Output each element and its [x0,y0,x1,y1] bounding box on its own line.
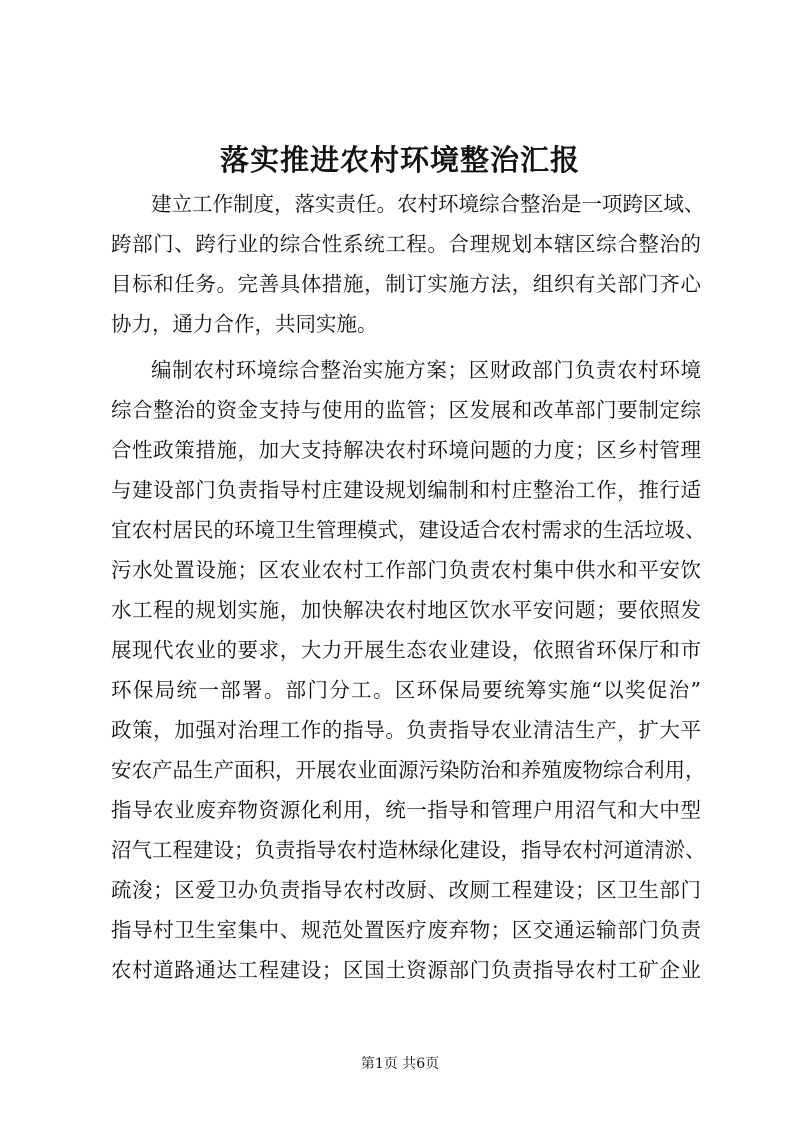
paragraph-2-line-2: 综合整治的资金支持与使用的监管；区发展和改革部门要制定综 [111,398,701,422]
paragraph-2-line-10: 政策，加强对治理工作的指导。负责指导农业清洁生产，扩大平 [111,718,701,742]
paragraph-2-line-11: 安农产品生产面积，开展农业面源污染防治和养殖废物综合利用， [111,758,706,782]
paragraph-1-line-2: 跨部门、跨行业的综合性系统工程。合理规划本辖区综合整治的 [111,232,701,256]
paragraph-1-line-4: 协力，通力合作，共同实施。 [111,312,378,336]
paragraph-2-line-8: 展现代农业的要求，大力开展生态农业建设，依照省环保厅和市 [111,638,701,662]
page-title: 落实推进农村环境整治汇报 [219,143,580,177]
paragraph-2-line-5: 宜农村居民的环境卫生管理模式，建设适合农村需求的生活垃圾、 [111,518,706,542]
paragraph-2-line-15: 指导村卫生室集中、规范处置医疗废弃物；区交通运输部门负责 [111,918,701,942]
paragraph-2-line-9: 环保局统一部署。部门分工。区环保局要统筹实施“以奖促治” [111,678,701,702]
paragraph-2-line-6: 污水处置设施；区农业农村工作部门负责农村集中供水和平安饮 [111,558,701,582]
paragraph-2-line-3: 合性政策措施，加大支持解决农村环境问题的力度；区乡村管理 [111,438,701,462]
paragraph-2-line-7: 水工程的规划实施，加快解决农村地区饮水平安问题；要依照发 [111,598,701,622]
paragraph-1-line-1: 建立工作制度，落实责任。农村环境综合整治是一项跨区域、 [151,192,705,216]
paragraph-2-line-13: 沼气工程建设；负责指导农村造林绿化建设，指导农村河道清淤、 [111,838,706,862]
paragraph-2-line-4: 与建设部门负责指导村庄建设规划编制和村庄整治工作，推行适 [111,478,701,502]
page-number-footer: 第1页 共6页 [360,1056,440,1072]
paragraph-2-line-14: 疏浚；区爱卫办负责指导农村改厨、改厕工程建设；区卫生部门 [111,878,701,902]
paragraph-2-line-16: 农村道路通达工程建设；区国土资源部门负责指导农村工矿企业 [111,958,701,982]
paragraph-2-line-1: 编制农村环境综合整治实施方案；区财政部门负责农村环境 [151,358,701,382]
paragraph-2-line-12: 指导农业废弃物资源化利用，统一指导和管理户用沼气和大中型 [111,798,701,822]
paragraph-1-line-3: 目标和任务。完善具体措施，制订实施方法，组织有关部门齐心 [111,272,701,296]
